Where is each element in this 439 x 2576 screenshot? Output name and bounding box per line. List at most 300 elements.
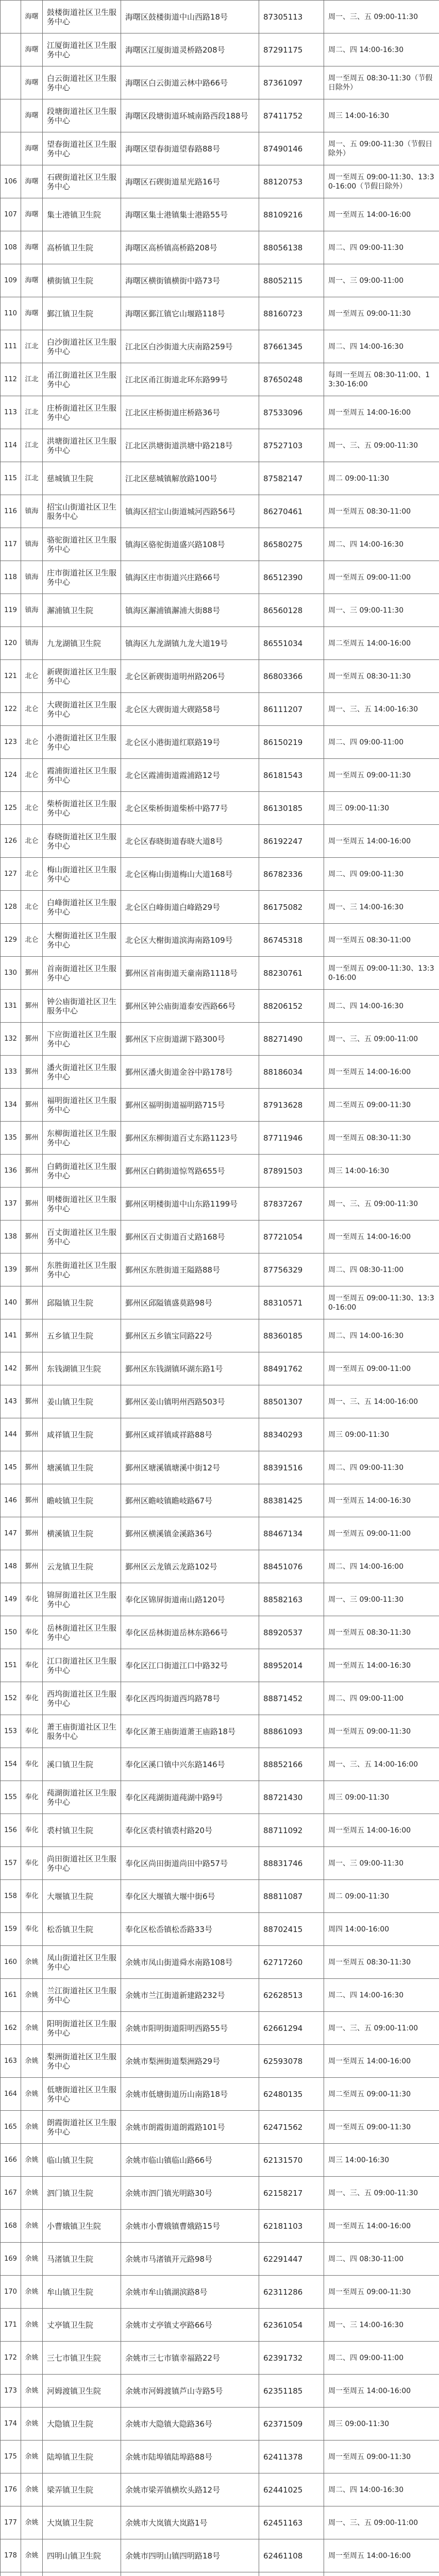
hours-cell: 周一至周五 14:00-16:00 <box>324 198 439 231</box>
hours-cell: 周一至周五 08:30-11:00 <box>324 495 439 528</box>
district-cell: 鄞州 <box>21 1089 43 1122</box>
phone-cell: 88711092 <box>259 1814 324 1847</box>
district-cell <box>21 2572 43 2576</box>
district-cell: 鄞州 <box>21 1188 43 1221</box>
table-row <box>1 132 439 165</box>
row-number: 128 <box>1 891 21 924</box>
district-cell: 海曙 <box>21 264 43 297</box>
clinic-name-cell: 慈城镇卫生院 <box>43 462 121 495</box>
address-cell: 北仑区新碶街道明州路206号 <box>121 660 259 693</box>
clinic-name-cell: 白鹤街道社区卫生服务中心 <box>43 1155 121 1188</box>
address-cell: 鄞州区东胜街道王隘路88号 <box>121 1253 259 1286</box>
clinic-name-cell: 咸祥镇卫生院 <box>43 1418 121 1451</box>
clinic-name-cell: 瞻岐镇卫生院 <box>43 1484 121 1517</box>
hours-cell: 周一、三、五 14:00-16:00 <box>324 1748 439 1781</box>
row-number: 145 <box>1 1451 21 1484</box>
district-cell: 北仑 <box>21 693 43 726</box>
row-number: 146 <box>1 1484 21 1517</box>
district-cell: 北仑 <box>21 825 43 858</box>
row-number: 151 <box>1 1649 21 1682</box>
hours-cell: 周一至周五 09:00-11:30 <box>324 2441 439 2473</box>
hours-cell: 周二、四 09:00-11:30 <box>324 1451 439 1484</box>
phone-cell: 88721430 <box>259 1781 324 1814</box>
hours-cell: 周二、四 09:00-11:00 <box>324 1682 439 1715</box>
row-number: 132 <box>1 1023 21 1056</box>
phone-cell: 88109216 <box>259 198 324 231</box>
row-number: 134 <box>1 1089 21 1122</box>
table-row <box>1 1023 439 1056</box>
district-cell: 奉化 <box>21 1880 43 1913</box>
hours-cell: 周三 14:00-16:30 <box>324 2144 439 2177</box>
table-row <box>1 1682 439 1715</box>
address-cell: 余姚市梁弄镇横坎头路12号 <box>121 2473 259 2506</box>
hours-cell: 周一至周五 14:00-16:30 <box>324 1649 439 1682</box>
address-cell: 鄞州区邱隘镇盛莫路98号 <box>121 1286 259 1319</box>
address-cell: 余姚市临山镇临山路66号 <box>121 2144 259 2177</box>
row-number: 123 <box>1 726 21 759</box>
address-cell: 鄞州区五乡镇宝同路22号 <box>121 1319 259 1352</box>
address-cell: 海曙区横街镇横街中路73号 <box>121 264 259 297</box>
phone-cell: 87721054 <box>259 1221 324 1253</box>
hours-cell: 周一至周五 14:00-16:00 <box>324 2539 439 2572</box>
table-row <box>1 1385 439 1418</box>
address-cell: 余姚市低塘街道历山南路18号 <box>121 2078 259 2111</box>
hours-cell: 周一至周五 09:00-11:30、13:30-16:00 <box>324 957 439 990</box>
phone-cell: 62451163 <box>259 2506 324 2539</box>
address-cell: 余姚市阳明街道阳明西路55号 <box>121 2012 259 2045</box>
district-cell: 余姚 <box>21 2539 43 2572</box>
district-cell: 鄞州 <box>21 1286 43 1319</box>
address-cell: 余姚市牟山镇湖滨路8号 <box>121 2276 259 2309</box>
district-cell: 鄞州 <box>21 957 43 990</box>
row-number <box>1 132 21 165</box>
address-cell: 鄞州区福明街道福明路715号 <box>121 1089 259 1122</box>
table-row <box>1 2111 439 2144</box>
phone-cell: 62471562 <box>259 2111 324 2144</box>
district-cell: 江北 <box>21 396 43 429</box>
hours-cell: 周一至周五 14:00-16:00 <box>324 1814 439 1847</box>
phone-cell: 88206152 <box>259 990 324 1023</box>
row-number <box>1 1 21 33</box>
phone-cell: 86560128 <box>259 594 324 627</box>
district-cell: 奉化 <box>21 1583 43 1616</box>
phone-cell: 62158217 <box>259 2177 324 2210</box>
clinic-name-cell: 下应街道社区卫生服务中心 <box>43 1023 121 1056</box>
row-number <box>1 33 21 66</box>
address-cell: 鄞州区瞻岐镇瞻岐路67号 <box>121 1484 259 1517</box>
district-cell: 余姚 <box>21 2144 43 2177</box>
district-cell: 江北 <box>21 462 43 495</box>
row-number: 120 <box>1 627 21 660</box>
table-row <box>1 2276 439 2309</box>
row-number: 140 <box>1 1286 21 1319</box>
phone-cell: 62391732 <box>259 2342 324 2375</box>
phone-cell: 88920537 <box>259 1616 324 1649</box>
clinic-name-cell: 锦屏街道社区卫生服务中心 <box>43 1583 121 1616</box>
district-cell: 海曙 <box>21 231 43 264</box>
clinic-name-cell: 小港街道社区卫生服务中心 <box>43 726 121 759</box>
phone-cell: 62480135 <box>259 2078 324 2111</box>
hours-cell: 周一至周五 09:00-11:30 <box>324 2111 439 2144</box>
hours-cell: 周二 09:00-11:30 <box>324 462 439 495</box>
row-number: 133 <box>1 1056 21 1089</box>
phone-cell: 88702415 <box>259 1913 324 1946</box>
district-cell: 余姚 <box>21 2177 43 2210</box>
clinic-name-cell: 河姆渡镇卫生院 <box>43 2375 121 2408</box>
clinic-name-cell: 大岚镇卫生院 <box>43 2506 121 2539</box>
table-row <box>1 825 439 858</box>
row-number: 108 <box>1 231 21 264</box>
row-number: 173 <box>1 2375 21 2408</box>
row-number <box>1 2572 21 2576</box>
hours-cell: 周一至周五 14:00-16:00 <box>324 1221 439 1253</box>
district-cell: 鄞州 <box>21 1484 43 1517</box>
row-number: 150 <box>1 1616 21 1649</box>
address-cell: 奉化区锦屏街道南山路120号 <box>121 1583 259 1616</box>
hours-cell: 周三 09:00-11:30 <box>324 1781 439 1814</box>
district-cell: 北仑 <box>21 726 43 759</box>
district-cell: 鄞州 <box>21 1122 43 1155</box>
district-cell: 海曙 <box>21 99 43 132</box>
address-cell: 余姚市河姆渡镇芦山寺路5号 <box>121 2375 259 2408</box>
address-cell: 鄞州区姜山镇明州西路503号 <box>121 1385 259 1418</box>
clinic-name-cell: 东柳街道社区卫生服务中心 <box>43 1122 121 1155</box>
address-cell: 海曙区集士港镇集士港路55号 <box>121 198 259 231</box>
phone-cell: 88852166 <box>259 1748 324 1781</box>
phone-cell: 87527103 <box>259 429 324 462</box>
district-cell: 奉化 <box>21 1781 43 1814</box>
table-row <box>1 1056 439 1089</box>
row-number: 166 <box>1 2144 21 2177</box>
row-number: 143 <box>1 1385 21 1418</box>
address-cell: 鄞州区横溪镇金溪路36号 <box>121 1517 259 1550</box>
row-number: 176 <box>1 2473 21 2506</box>
table-row <box>1 1352 439 1385</box>
phone-cell: 62311286 <box>259 2276 324 2309</box>
clinic-name-cell: 裘村镇卫生院 <box>43 1814 121 1847</box>
phone-cell: 62181103 <box>259 2210 324 2243</box>
row-number: 167 <box>1 2177 21 2210</box>
table-row <box>1 1253 439 1286</box>
table-row <box>1 2045 439 2078</box>
row-number: 110 <box>1 297 21 330</box>
hours-cell: 周一至周五 08:30-11:30 <box>324 1122 439 1155</box>
address-cell: 镇海区九龙湖镇九龙大道19号 <box>121 627 259 660</box>
clinic-name-cell: 大碶街道社区卫生服务中心 <box>43 693 121 726</box>
address-cell: 鄞州区明楼街道中山东路1199号 <box>121 1188 259 1221</box>
phone-cell: 88120753 <box>259 165 324 198</box>
phone-cell: 87913628 <box>259 1089 324 1122</box>
hours-cell: 周二、四 14:00-16:30 <box>324 330 439 363</box>
address-cell: 北仑区大碶街道大碶路58号 <box>121 693 259 726</box>
table-row <box>1 924 439 957</box>
clinic-name-cell: 白沙街道社区卫生服务中心 <box>43 330 121 363</box>
hours-cell: 周二、四 14:00-16:00 <box>324 1550 439 1583</box>
phone-cell: 88831746 <box>259 1847 324 1880</box>
district-cell: 余姚 <box>21 1946 43 1979</box>
table-row <box>1 1089 439 1122</box>
clinic-name-cell: 梨洲街道社区卫生服务中心 <box>43 2045 121 2078</box>
address-cell: 奉化区溪口镇中兴东路146号 <box>121 1748 259 1781</box>
row-number: 174 <box>1 2408 21 2441</box>
district-cell: 北仑 <box>21 792 43 825</box>
clinic-name-cell: 横溪镇卫生院 <box>43 1517 121 1550</box>
row-number: 116 <box>1 495 21 528</box>
table-row <box>1 2572 439 2576</box>
clinic-name-cell: 马渚镇卫生院 <box>43 2243 121 2276</box>
row-number: 126 <box>1 825 21 858</box>
hours-cell: 周二、四 14:00-16:30 <box>324 2473 439 2506</box>
hours-cell: 周二、四 14:00-16:30 <box>324 1979 439 2012</box>
district-cell: 北仑 <box>21 759 43 792</box>
table-row <box>1 660 439 693</box>
hours-cell: 周一、三 09:00-11:00 <box>324 264 439 297</box>
table-row <box>1 1583 439 1616</box>
table-row <box>1 2473 439 2506</box>
table-row <box>1 627 439 660</box>
row-number: 137 <box>1 1188 21 1221</box>
district-cell: 奉化 <box>21 1748 43 1781</box>
row-number: 161 <box>1 1979 21 2012</box>
district-cell: 海曙 <box>21 132 43 165</box>
clinic-name-cell: 邱隘镇卫生院 <box>43 1286 121 1319</box>
district-cell: 海曙 <box>21 165 43 198</box>
clinic-name-cell: 望春街道社区卫生服务中心 <box>43 132 121 165</box>
phone-cell: 62461108 <box>259 2539 324 2572</box>
phone-cell: 88310571 <box>259 1286 324 1319</box>
table-row <box>1 1122 439 1155</box>
clinic-name-cell: 白峰街道社区卫生服务中心 <box>43 891 121 924</box>
row-number: 162 <box>1 2012 21 2045</box>
phone-cell: 62411378 <box>259 2441 324 2473</box>
hours-cell: 周二、四 08:30-11:00 <box>324 1253 439 1286</box>
clinic-name-cell: 九龙湖镇卫生院 <box>43 627 121 660</box>
phone-cell: 86512390 <box>259 561 324 594</box>
row-number: 165 <box>1 2111 21 2144</box>
district-cell: 余姚 <box>21 2375 43 2408</box>
phone-cell: 88582163 <box>259 1583 324 1616</box>
hours-cell: 周一至周五 09:00-11:30 <box>324 2276 439 2309</box>
row-number: 131 <box>1 990 21 1023</box>
hours-cell: 周一、三、五 09:00-11:00 <box>324 1023 439 1056</box>
clinic-name-cell: 新碶街道社区卫生服务中心 <box>43 660 121 693</box>
phone-cell: 88230761 <box>259 957 324 990</box>
district-cell: 江北 <box>21 429 43 462</box>
district-cell: 余姚 <box>21 2309 43 2342</box>
district-cell: 余姚 <box>21 2210 43 2243</box>
district-cell: 奉化 <box>21 1715 43 1748</box>
address-cell: 镇海区澥浦镇澥浦大街88号 <box>121 594 259 627</box>
phone-cell: 86782336 <box>259 858 324 891</box>
row-number: 155 <box>1 1781 21 1814</box>
address-cell: 余姚市马渚镇开元路98号 <box>121 2243 259 2276</box>
table-row <box>1 693 439 726</box>
row-number: 149 <box>1 1583 21 1616</box>
address-cell: 余姚市丈亭镇丈亭路66号 <box>121 2309 259 2342</box>
hours-cell: 周一至周五 14:00-16:00 <box>324 2210 439 2243</box>
hours-cell: 周一至周五 09:00-11:30 <box>324 759 439 792</box>
phone-cell: 62661294 <box>259 2012 324 2045</box>
table-row <box>1 2506 439 2539</box>
table-row <box>1 1155 439 1188</box>
clinic-name-cell: 塘溪镇卫生院 <box>43 1451 121 1484</box>
table-row <box>1 1748 439 1781</box>
clinic-name-cell: 横街镇卫生院 <box>43 264 121 297</box>
hours-cell: 周三 09:00-11:30 <box>324 2408 439 2441</box>
phone-cell: 87756329 <box>259 1253 324 1286</box>
district-cell: 镇海 <box>21 627 43 660</box>
phone-cell: 88811087 <box>259 1880 324 1913</box>
hours-cell: 周一至周五 14:00-16:00 <box>324 1056 439 1089</box>
district-cell: 海曙 <box>21 1 43 33</box>
address-cell: 奉化区松岙镇松岙路33号 <box>121 1913 259 1946</box>
table-row <box>1 594 439 627</box>
clinic-name-cell: 大隐镇卫生院 <box>43 2408 121 2441</box>
district-cell: 鄞州 <box>21 1056 43 1089</box>
district-cell: 鄞州 <box>21 1550 43 1583</box>
table-row <box>1 2177 439 2210</box>
address-cell: 鄞州区百丈街道百丈路168号 <box>121 1221 259 1253</box>
clinic-name-cell: 牟山镇卫生院 <box>43 2276 121 2309</box>
hours-cell: 周一至周五 08:30-11:30（节假日除外） <box>324 66 439 99</box>
address-cell: 余姚市泗门镇光明路30号 <box>121 2177 259 2210</box>
clinic-name-cell: 大堰镇卫生院 <box>43 1880 121 1913</box>
phone-cell: 87291175 <box>259 33 324 66</box>
clinic-name-cell: 陆埠镇卫生院 <box>43 2441 121 2473</box>
clinic-name-cell: 大榭街道社区卫生服务中心 <box>43 924 121 957</box>
clinic-name-cell: 春晓街道社区卫生服务中心 <box>43 825 121 858</box>
phone-cell: 87490146 <box>259 132 324 165</box>
district-cell: 北仑 <box>21 891 43 924</box>
row-number: 111 <box>1 330 21 363</box>
clinic-name-cell: 阳明街道社区卫生服务中心 <box>43 2012 121 2045</box>
clinic-name-cell: 四明山镇卫生院 <box>43 2539 121 2572</box>
clinic-name-cell: 钟公庙街道社区卫生服务中心 <box>43 990 121 1023</box>
row-number: 139 <box>1 1253 21 1286</box>
clinic-name-cell: 明楼街道社区卫生服务中心 <box>43 1188 121 1221</box>
address-cell: 奉化区江口街道江口中路32号 <box>121 1649 259 1682</box>
row-number: 164 <box>1 2078 21 2111</box>
table-row <box>1 891 439 924</box>
hours-cell: 周三 09:00-11:30 <box>324 1418 439 1451</box>
row-number: 130 <box>1 957 21 990</box>
row-number: 178 <box>1 2539 21 2572</box>
table-row <box>1 1517 439 1550</box>
clinic-name-cell: 鄞江镇卫生院 <box>43 297 121 330</box>
phone-cell: 62291447 <box>259 2243 324 2276</box>
address-cell: 海曙区望春街道望春路88号 <box>121 132 259 165</box>
phone-cell: 88056138 <box>259 231 324 264</box>
table-row <box>1 1 439 33</box>
address-cell: 鄞州区钟公庙街道泰安西路66号 <box>121 990 259 1023</box>
clinic-name-cell: 江口街道社区卫生服务中心 <box>43 1649 121 1682</box>
table-row <box>1 528 439 561</box>
table-row <box>1 231 439 264</box>
phone-cell <box>259 2572 324 2576</box>
table-row <box>1 1286 439 1319</box>
district-cell: 鄞州 <box>21 1385 43 1418</box>
table-row <box>1 990 439 1023</box>
clinic-name-cell: 西坞街道社区卫生服务中心 <box>43 1682 121 1715</box>
hours-cell: 周一、三 09:00-11:30 <box>324 1847 439 1880</box>
clinic-name-cell: 姜山镇卫生院 <box>43 1385 121 1418</box>
address-cell: 余姚市大岚镇大岚路1号 <box>121 2506 259 2539</box>
phone-cell: 86175082 <box>259 891 324 924</box>
address-cell: 北仑区霞浦街道霞浦路12号 <box>121 759 259 792</box>
phone-cell: 86803366 <box>259 660 324 693</box>
phone-cell: 87711946 <box>259 1122 324 1155</box>
phone-cell: 87411752 <box>259 99 324 132</box>
clinic-name-cell: 尚田街道社区卫生服务中心 <box>43 1847 121 1880</box>
district-cell: 奉化 <box>21 1616 43 1649</box>
address-cell: 鄞州区白鹤街道惊驾路655号 <box>121 1155 259 1188</box>
district-cell: 鄞州 <box>21 1319 43 1352</box>
address-cell: 余姚市兰江街道新建路232号 <box>121 1979 259 2012</box>
row-number <box>1 66 21 99</box>
table-row <box>1 561 439 594</box>
row-number: 117 <box>1 528 21 561</box>
hours-cell: 周一至周五 14:00-16:00 <box>324 2375 439 2408</box>
clinic-name-cell: 五乡镇卫生院 <box>43 1319 121 1352</box>
hours-cell: 周一至周五 09:00-11:30、13:30-16:00（节假日除外） <box>324 165 439 198</box>
row-number: 153 <box>1 1715 21 1748</box>
hours-cell: 周一至周五 09:00-11:00 <box>324 1517 439 1550</box>
phone-cell: 88360185 <box>259 1319 324 1352</box>
address-cell: 北仑区白峰街道白峰路29号 <box>121 891 259 924</box>
address-cell: 鄞州区东钱湖镇环湖东路1号 <box>121 1352 259 1385</box>
hours-cell: 周一至周五 08:30-11:30 <box>324 660 439 693</box>
clinic-name-cell: 福明街道社区卫生服务中心 <box>43 1089 121 1122</box>
address-cell: 镇海区骆驼街道盛兴路108号 <box>121 528 259 561</box>
row-number: 158 <box>1 1880 21 1913</box>
address-cell: 奉化区裘村镇裘村路20号 <box>121 1814 259 1847</box>
district-cell: 北仑 <box>21 660 43 693</box>
hours-cell: 每周一至周五 08:30-11:00、13:30-16:00 <box>324 363 439 396</box>
phone-cell: 86270461 <box>259 495 324 528</box>
row-number: 119 <box>1 594 21 627</box>
hours-cell: 周三 09:00-11:30 <box>324 792 439 825</box>
hours-cell: 周二、四 14:00-16:30 <box>324 528 439 561</box>
address-cell: 海曙区白云街道云林中路66号 <box>121 66 259 99</box>
clinic-name-cell: 梅山街道社区卫生服务中心 <box>43 858 121 891</box>
row-number: 171 <box>1 2309 21 2342</box>
table-row <box>1 957 439 990</box>
hours-cell: 周二、四 14:00-16:30 <box>324 1319 439 1352</box>
hours-cell: 周二至周五 09:00-11:30 <box>324 2078 439 2111</box>
table-row <box>1 1946 439 1979</box>
row-number: 107 <box>1 198 21 231</box>
table-row <box>1 2210 439 2243</box>
clinic-name-cell: 高桥镇卫生院 <box>43 231 121 264</box>
row-number: 124 <box>1 759 21 792</box>
district-cell: 镇海 <box>21 561 43 594</box>
phone-cell: 87837267 <box>259 1188 324 1221</box>
table-row <box>1 2539 439 2572</box>
hours-cell: 周三 14:00-16:30 <box>324 99 439 132</box>
hours-cell: 周二、四 09:00-11:30 <box>324 231 439 264</box>
row-number: 118 <box>1 561 21 594</box>
phone-cell: 86150219 <box>259 726 324 759</box>
district-cell: 余姚 <box>21 2243 43 2276</box>
hours-cell: 周四 14:00-16:00 <box>324 1913 439 1946</box>
clinic-name-cell: 招宝山街道社区卫生服务中心 <box>43 495 121 528</box>
table-row <box>1 1814 439 1847</box>
clinic-name-cell: 梁弄镇卫生院 <box>43 2473 121 2506</box>
phone-cell: 87650248 <box>259 363 324 396</box>
row-number: 113 <box>1 396 21 429</box>
row-number: 109 <box>1 264 21 297</box>
table-row <box>1 1847 439 1880</box>
